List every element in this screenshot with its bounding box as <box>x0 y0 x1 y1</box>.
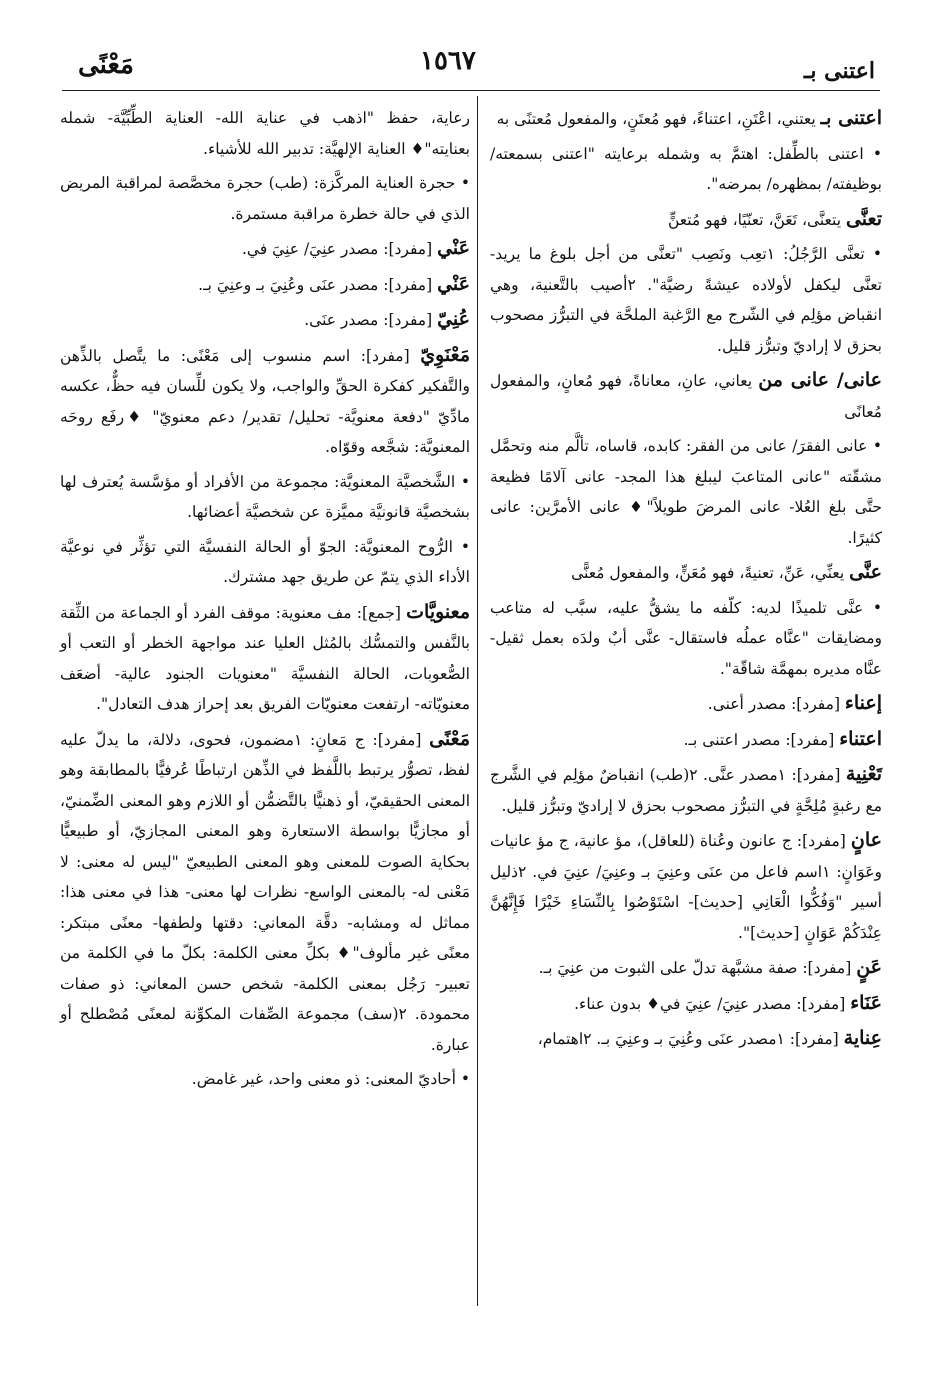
dictionary-entry <box>60 724 470 1061</box>
right-column <box>490 103 882 1059</box>
dictionary-entry <box>60 340 470 463</box>
entry-text: [مفرد]: ج مَعانٍ: ١مضمون، فحوى، دلالة، ما يدلّ عليه لفظ، تصوُّر يرتبط باللَّفظ في الذِّهن ارتباطًا عُرفيًّا بالمطابقة وهو المعنى الحقيقيّ، أو ذهنيًّا بالتَّضمُّن أو اللازم وهو المعنى الضِّمنيّ، أو مجازيًّا بواسطة الاستعارة وهو المعنى المجازيّ، أو طبيعيًّا بحكاية الصوت للمعنى وهو المعنى الطبيعيّ "ليس له معنى: لا مَعْنى له- بالمعنى الواسع- نظرات لها معنى- هذا في معنى هذا: مماثل له ومشابه- دقَّة المعاني: دقتها ولطفها- معنًى مبتكر: معنًى غير مألوف"♦ بكلِّ معنى الكلمة: بكلّ ما في الكلمة من تعبير- رَجُل بمعنى الكلمة- شخص حسن المعاني: ذو صفات محمودة. ٢(سف) مجموعة الصِّفات المكوِّنة لمعنًى مُصْطلح أو عبارة. <box>60 730 471 1054</box>
dictionary-entry <box>490 204 882 236</box>
dictionary-entry <box>490 557 882 589</box>
headword: عَنٍ <box>856 956 882 978</box>
dictionary-entry <box>490 825 882 948</box>
dictionary-entry <box>60 103 470 164</box>
dictionary-entry <box>60 304 470 336</box>
headword: عانى/ عانى من <box>758 369 883 391</box>
entry-text: • تعنَّى الرَّجُلُ: ١تعِب ونَصِب "تعنَّى من أجل بلوغ ما يريد- تعنَّى ليكفل لأولاده عيشةً رضيَّة". ٢أصيب بالتَّعنية، وهي انقباض مؤلِم في الشّرج مع الرَّغبة الملحَّة في التبرُّز مصحوب بحزق لا إراديّ وتبرُّز قليل. <box>490 245 882 355</box>
entry-text: • الرُّوح المعنويَّة: الجوّ أو الحالة النفسيَّة التي تؤثِّر في نوعيَّة الأداء الذي يتمّ عن طريق جهد مشترك. <box>60 537 470 586</box>
dictionary-entry <box>490 103 882 135</box>
dictionary-entry <box>490 139 882 200</box>
dictionary-entry <box>60 269 470 301</box>
entry-text: • أحاديّ المعنى: ذو معنى واحد، غير غامض. <box>191 1070 470 1088</box>
dictionary-entry <box>60 1064 470 1095</box>
headword: عَنْي <box>437 237 470 259</box>
entry-text: • اعتنى بالطِّفل: اهتمَّ به وشمله برعايته "اعتنى بسمعته/ بوظيفته/ بمظهره/ بمرضه". <box>490 144 882 193</box>
dictionary-entry <box>490 988 882 1020</box>
dictionary-entry <box>60 233 470 265</box>
left-column <box>60 103 470 1099</box>
entry-text: [مفرد]: ١مصدر عنَى وعُنِيَ بـ وعنِيَ بـ. ٢اهتمام، <box>537 1030 844 1048</box>
headword: معنويَّات <box>406 600 470 623</box>
entry-text: يعتني، اعْتَنِ، اعتناءً، فهو مُعتَنٍ، والمفعول مُعتنًى به <box>496 110 821 128</box>
page-number: ١٥٦٧ <box>420 46 476 76</box>
entry-text: يتعنَّى، تَعَنَّ، تعنّيًا، فهو مُتعنٍّ <box>667 210 846 229</box>
entry-text: • عانى الفقرَ/ عانى من الفقر: كابده، قاساه، تألَّم منه وتحمَّل مشقّته "عانى المتاعبَ ليبلغ هذا المجد- عانى آلامًا فظيعة حتَّى بلغ العُلا- عانى المرضَ طويلاً"♦ عانى الأمرَّين: عانى كثيرًا. <box>490 437 882 547</box>
headword: إعناء <box>844 692 882 714</box>
entry-text: [مفرد]: مصدر عنَى وعُنِيَ بـ وعنِيَ بـ. <box>198 275 438 294</box>
entry-text: [مفرد]: ١مصدر عنَّى. ٢(طب) انقباضٌ مؤلِم في الشَّرج مع رغبةٍ مُلِحَّةٍ في التبرُّز مصحوب بحزق لا إراديّ وتبرُّز قليل. <box>490 766 882 815</box>
entry-text: [مفرد]: مصدر عنِيَ/ عنِيَ في♦ بدون عناء. <box>574 994 851 1013</box>
page-header <box>0 0 933 92</box>
headword: تَعْنِية <box>845 763 882 785</box>
entry-text: [مفرد]: ج عانون وعُناة (للعاقل)، مؤ عانية، ج مؤ عانيات وعَوَانٍ: ١اسم فاعل من عنَى وعنِيَ بـ وعنِيَ/ عنِيَ في. ٢ذليل أسير "وَفُكُّوا الْعَانِي [حديث]- اسْتَوْصُوا بِالنِّسَاءِ خَيْرًا فَإِنَّهُنَّ عِنْدَكُمْ عَوَانٍ [حديث]". <box>490 832 882 942</box>
dictionary-entry <box>490 952 882 984</box>
dictionary-entry <box>490 724 882 756</box>
headword: عانٍ <box>850 829 882 851</box>
entry-text: رعاية، حفظ "اذهب في عناية الله- العناية الطِّبِّيَّة- شمله بعنايته"♦ العناية الإلهيَّة: تدبير الله للأشياء. <box>60 109 470 158</box>
header-rule <box>62 90 880 91</box>
entry-text: • حجرة العناية المركَّزة: (طب) حجرة مخصَّصة لمراقبة المريض الذي في حالة خطرة مراقبة مستمرة. <box>60 174 470 223</box>
dictionary-entry <box>490 593 882 685</box>
entry-text: [مفرد]: صفة مشبَّهة تدلّ على الثبوت من عنِيَ بـ. <box>538 959 857 977</box>
headword: مَعْنَوِيّ <box>420 343 470 366</box>
dictionary-entry <box>490 759 882 821</box>
dictionary-entry <box>60 597 470 720</box>
dictionary-entry <box>490 688 882 720</box>
dictionary-entry <box>490 1023 882 1055</box>
entry-text: [مفرد]: مصدر اعتنى بـ. <box>683 730 840 749</box>
headword: عُنِيّ <box>437 308 470 330</box>
entry-text: [مفرد]: مصدر أعنى. <box>707 695 845 713</box>
entry-text: يعنِّي، عَنِّ، تعنيةً، فهو مُعَنٍّ، والمفعول مُعنًّى <box>571 564 850 582</box>
headword: عَنَاء <box>850 991 882 1014</box>
entry-text: [جمع]: مف معنوية: موقف الفرد أو الجماعة من الثِّقة بالنَّفس والتمسُّك بالمُثل العليا عند مواجهة الخطر أو التعب أو الصُّعوبات، الحالة النفسيَّة "معنويات الجنود عالية- أضعَف معنويّاته- ارتفعت معنويّات الفريق بعد إحراز هدف التعادل". <box>60 603 470 713</box>
entry-text: [مفرد]: اسم منسوب إلى مَعْنًى: ما يتَّصل بالذِّهن والتَّفكير كفكرة الحقِّ والواجب، ولا يكون للِّسان فيه حظٌّ، عكسه مادِّيّ "دفعة معنويَّة- تحليل/ تقدير/ دعم معنويّ" ♦رفَع روحَه المعنويَّة: شجَّعه وقوّاه. <box>60 346 470 456</box>
dictionary-entry <box>60 467 470 528</box>
entry-text: • الشَّخصيَّة المعنويَّة: مجموعة من الأفراد أو مؤسَّسة يُعترف لها بشخصيَّة قانونيَّة مميَّزة عن شخصيَّة أعضائها. <box>60 472 470 521</box>
entry-text: [مفرد]: مصدر عنَى. <box>304 311 438 329</box>
headword: اعتناء <box>839 727 882 750</box>
headword: اعتنى بـ <box>820 107 882 129</box>
guide-word-left: مَعْنًى <box>78 50 134 80</box>
headword: عَنْي <box>437 272 470 295</box>
guide-word-right: اعتنى بـ <box>803 58 875 84</box>
headword: عنَّى <box>849 561 882 583</box>
entry-text: • عنَّى تلميذًا لديه: كلّفه ما يشقُّ عليه، سبَّب له متاعب ومضايقات "عنَّاه عملُه فاستقال- عنَّى أبٌ ولدَه بعمل ثقيل- عنَّاه مديره بمهمَّة شاقّة". <box>490 598 882 678</box>
headword: مَعْنًى <box>429 727 470 750</box>
dictionary-entry <box>490 365 882 427</box>
column-divider <box>477 96 478 1306</box>
dictionary-entry <box>490 431 882 553</box>
dictionary-entry <box>490 239 882 361</box>
entry-text: [مفرد]: مصدر عنِيَ/ عنِيَ في. <box>241 240 438 258</box>
entry-text: يعاني، عانِ، معاناةً، فهو مُعانٍ، والمفعول مُعانًى <box>490 372 882 421</box>
dictionary-entry <box>60 168 470 229</box>
dictionary-entry <box>60 532 470 593</box>
headword: تعنَّى <box>845 207 882 230</box>
headword: عِناية <box>843 1027 882 1049</box>
